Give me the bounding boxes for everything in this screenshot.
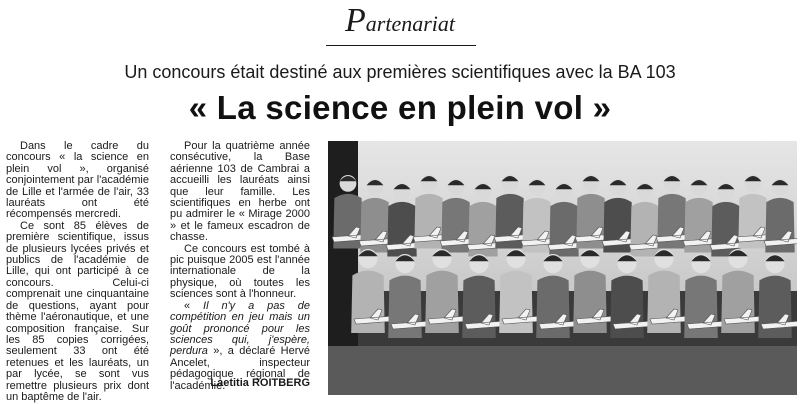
headline: « La science en plein vol » bbox=[188, 89, 612, 126]
paragraph: Ce sont 85 élèves de première scientifique, issus de plusieurs lycées privés et publics de l'académie de Lille, qui ont participé à ce concours. Celui-ci comprenait une cinquantaine de questions, ayant pour thème l'aéronautique, et une composition française. Sur les 85 copies corrigées, seulement 33 ont été retenues et les lauréats, un par lycée, se sont vus remettre plusieurs prix dont un baptême de l'air. bbox=[6, 219, 149, 403]
article-column-1 bbox=[6, 141, 149, 403]
quote-text: Il n'y a pas de compétition en jeu mais un goût prononcé pour les sciences qui, j'espère, perdura bbox=[170, 299, 310, 358]
quote-open: « bbox=[184, 299, 204, 312]
group-photo bbox=[328, 141, 797, 395]
paragraph: Ce concours est tombé à pic puisque 2005 est l'année internationale de la physique, où toutes les sciences sont à l'honneur. bbox=[170, 242, 310, 301]
rubric-underline bbox=[326, 45, 476, 46]
paragraph: Dans le cadre du concours « la science en plein vol », organisé conjointement par l'académie de Lille et l'armée de l'air, 33 lauréats ont été récompensés mercredi. bbox=[6, 140, 149, 221]
subheadline: Un concours était destiné aux premières scientifiques avec la BA 103 bbox=[124, 62, 676, 82]
students-back-row bbox=[332, 175, 797, 257]
quote-attribution: », a déclaré Hervé Ancelet, inspecteur pédagogique régional de l'académie. bbox=[170, 345, 310, 392]
article-column-2 bbox=[170, 141, 310, 392]
rubric-rest: artenariat bbox=[365, 11, 455, 36]
group-photo-illustration bbox=[328, 141, 797, 395]
rubric-initial: P bbox=[344, 2, 366, 39]
byline: Laetitia ROITBERG bbox=[210, 377, 310, 389]
rubric-title bbox=[326, 2, 474, 39]
paragraph: Pour la quatrième année consécutive, la Base aérienne 103 de Cambrai a accueilli les lauréats ainsi que leur famille. Les scientifiques en herbe ont pu admirer le « Mirage 2000 » et le fameux escadron de chasse. bbox=[170, 140, 310, 244]
